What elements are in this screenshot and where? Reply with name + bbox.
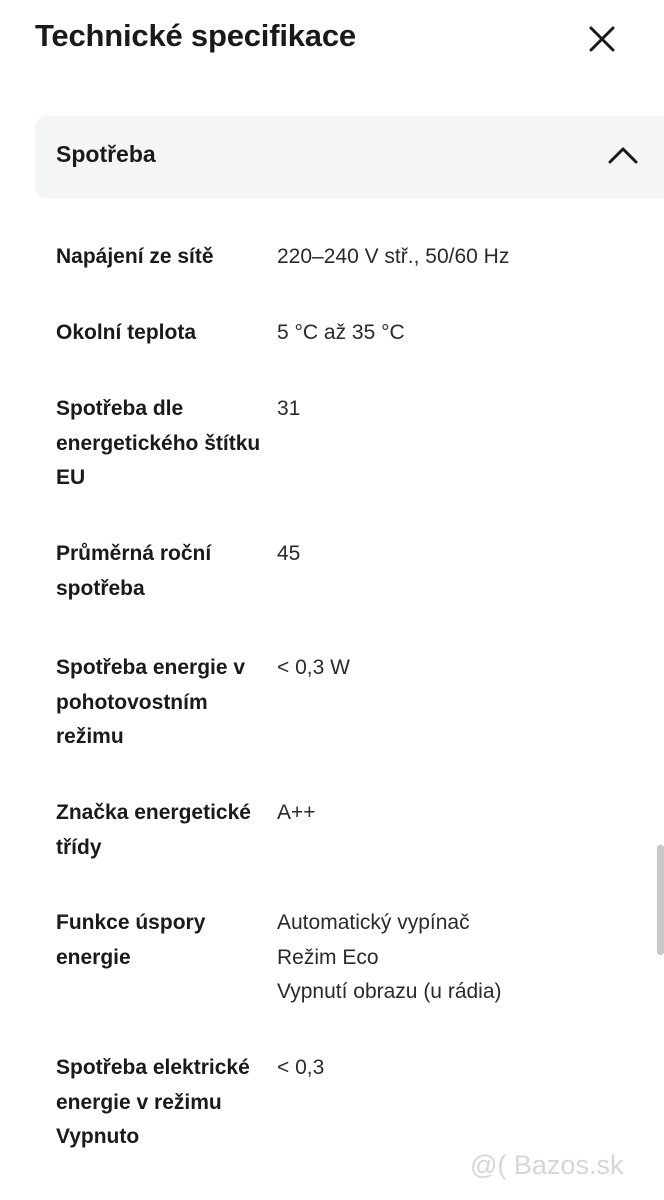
spec-value <box>277 537 637 572</box>
spec-value-line: 45 <box>277 542 301 565</box>
scrollbar[interactable] <box>657 845 664 955</box>
spec-value-line: 31 <box>277 397 301 420</box>
spec-label: Spotřeba elektrické energie v režimu Vypnuto <box>56 1056 250 1148</box>
spec-value <box>277 1051 637 1086</box>
accordion-title: Spotřeba <box>56 141 156 167</box>
watermark: @( Bazos.sk <box>470 1150 624 1180</box>
spec-label: Napájení ze sítě <box>56 245 214 268</box>
spec-value-line: A++ <box>277 801 316 824</box>
spec-value-line: < 0,3 <box>277 1056 325 1079</box>
spec-value <box>277 316 637 351</box>
spec-value-line: 5 °C až 35 °C <box>277 321 405 344</box>
spec-value-line: Vypnutí obrazu (u rádia) <box>277 980 502 1003</box>
spec-value-line: Automatický vypínač <box>277 911 470 934</box>
spec-value <box>277 240 637 275</box>
accordion-spotreba[interactable] <box>35 116 664 198</box>
close-icon <box>585 22 619 56</box>
spec-value-line: Režim Eco <box>277 945 379 969</box>
spec-value <box>277 651 637 686</box>
panel-header <box>0 0 664 80</box>
spec-label: Spotřeba energie v pohotovostním režimu <box>56 656 246 748</box>
spec-label: Průměrná roční spotřeba <box>56 542 212 600</box>
spec-value <box>277 796 637 831</box>
close-button[interactable] <box>585 22 619 56</box>
spec-value <box>277 906 637 1010</box>
spec-label: Značka energetické třídy <box>56 801 251 859</box>
spec-value-line: 220–240 V stř., 50/60 Hz <box>277 245 510 268</box>
spec-label: Funkce úspory energie <box>56 911 206 969</box>
page-title: Technické specifikace <box>35 18 356 53</box>
chevron-up-icon <box>606 144 640 166</box>
spec-label: Okolní teplota <box>56 321 197 344</box>
spec-value-line: < 0,3 W <box>277 656 350 679</box>
spec-value <box>277 392 637 427</box>
spec-label: Spotřeba dle energetického štítku EU <box>56 397 261 489</box>
